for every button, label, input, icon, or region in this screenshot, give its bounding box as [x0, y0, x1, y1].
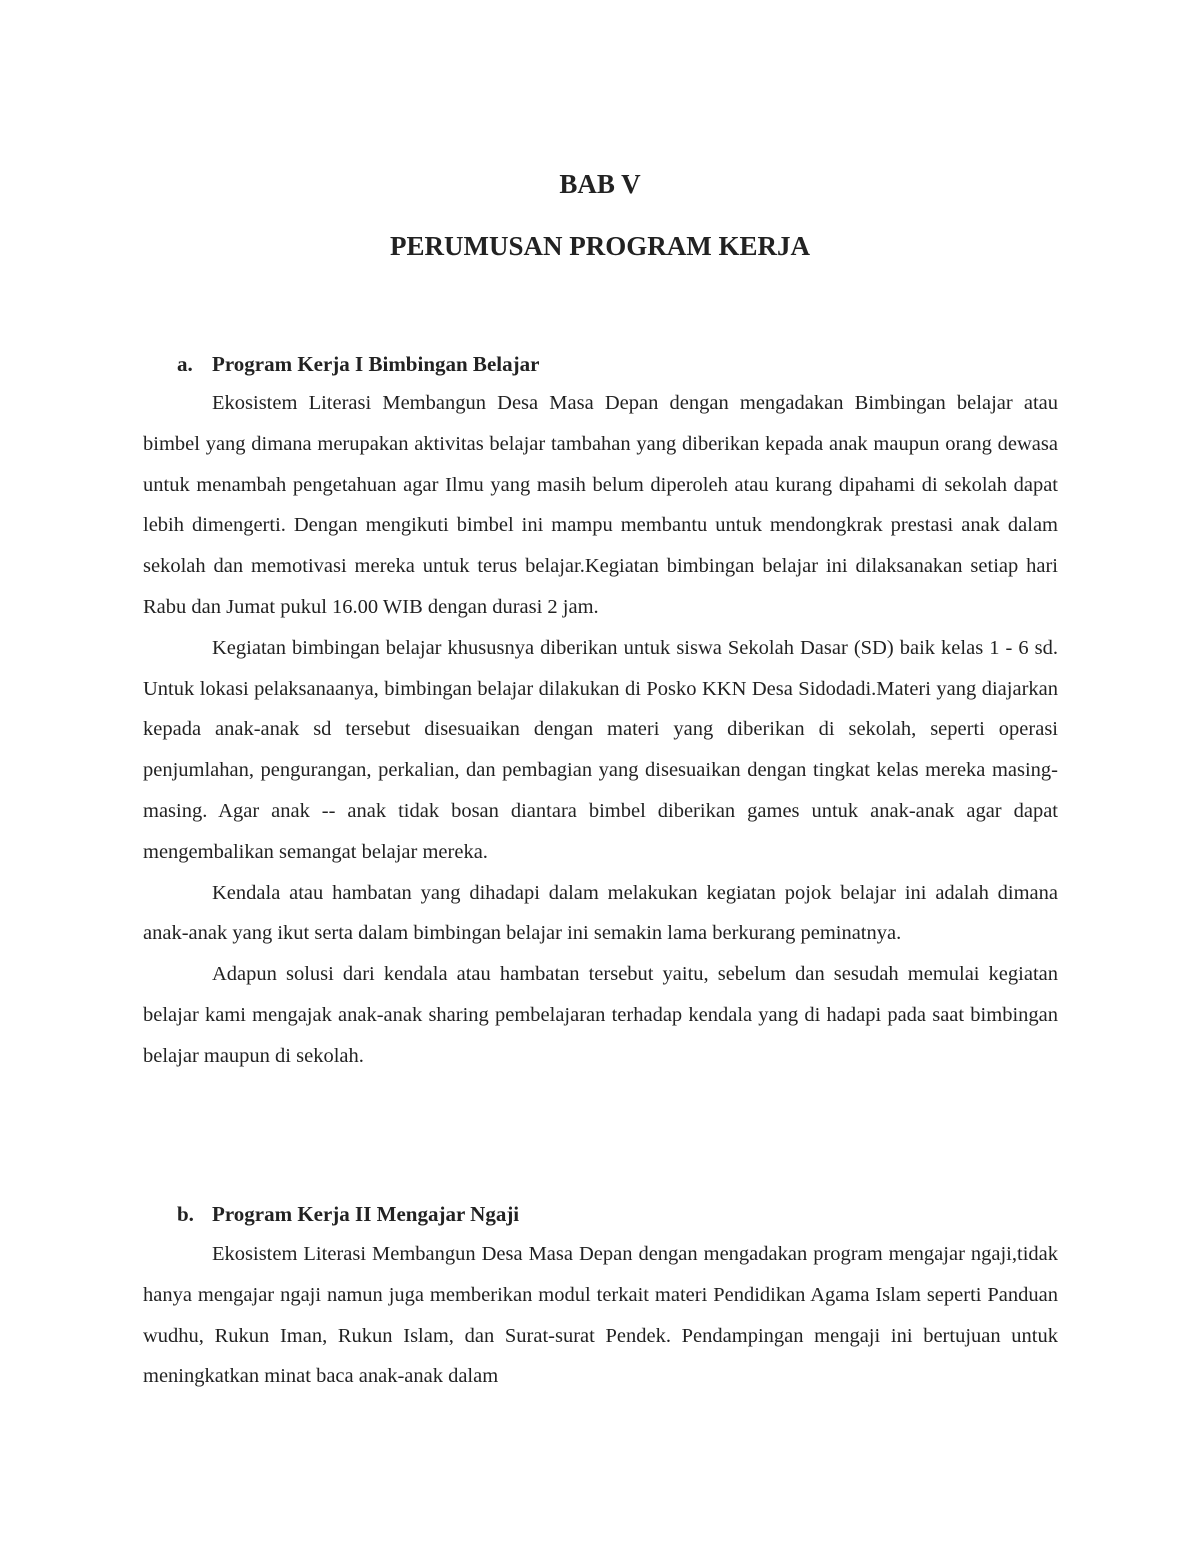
section-heading-a: [177, 350, 539, 378]
paragraph-a1: Ekosistem Literasi Membangun Desa Masa Depan dengan mengadakan Bimbingan belajar atau bimbel yang dimana merupakan aktivitas belajar tambahan yang diberikan kepada anak maupun orang dewasa untuk menambah pengetahuan agar Ilmu yang masih belum diperoleh atau kurang dipahami di sekolah dapat lebih dimengerti. Dengan mengikuti bimbel ini mampu membantu untuk mendongkrak prestasi anak dalam sekolah dan memotivasi mereka untuk terus belajar.Kegiatan bimbingan belajar ini dilaksanakan setiap hari Rabu dan Jumat pukul 16.00 WIB dengan durasi 2 jam.: [143, 392, 1058, 618]
section-body-a: [143, 383, 1058, 1077]
section-title-a: Program Kerja I Bimbingan Belajar: [212, 352, 540, 376]
paragraph-a2: Kegiatan bimbingan belajar khususnya diberikan untuk siswa Sekolah Dasar (SD) baik kelas 1 - 6 sd. Untuk lokasi pelaksanaanya, bimbingan belajar dilakukan di Posko KKN Desa Sidodadi.Materi yang diajarkan kepada anak-anak sd tersebut disesuaikan dengan materi yang diberikan di sekolah, seperti operasi penjumlahan, pengurangan, perkalian, dan pembagian yang disesuaikan dengan tingkat kelas mereka masing-masing. Agar anak -- anak tidak bosan diantara bimbel diberikan games untuk anak-anak agar dapat mengembalikan semangat belajar mereka.: [143, 636, 1058, 863]
paragraph-b1: Ekosistem Literasi Membangun Desa Masa Depan dengan mengadakan program mengajar ngaji,tidak hanya mengajar ngaji namun juga memberikan modul terkait materi Pendidikan Agama Islam seperti Panduan wudhu, Rukun Iman, Rukun Islam, dan Surat-surat Pendek. Pendampingan mengaji ini bertujuan untuk meningkatkan minat baca anak-anak dalam: [143, 1243, 1058, 1388]
section-heading-b: [177, 1200, 519, 1228]
chapter-title: PERUMUSAN PROGRAM KERJA: [390, 231, 810, 261]
section-letter-a: a.: [177, 352, 193, 376]
section-body-b: [143, 1234, 1058, 1397]
chapter-number: BAB V: [559, 169, 641, 199]
section-letter-b: b.: [177, 1202, 194, 1226]
paragraph-a4: Adapun solusi dari kendala atau hambatan tersebut yaitu, sebelum dan sesudah memulai kegiatan belajar kami mengajak anak-anak sharing pembelajaran terhadap kendala yang di hadapi pada saat bimbingan belajar maupun di sekolah.: [143, 963, 1058, 1067]
paragraph-a3: Kendala atau hambatan yang dihadapi dalam melakukan kegiatan pojok belajar ini adalah dimana anak-anak yang ikut serta dalam bimbingan belajar ini semakin lama berkurang peminatnya.: [143, 881, 1058, 945]
section-title-b: Program Kerja II Mengajar Ngaji: [212, 1202, 520, 1226]
